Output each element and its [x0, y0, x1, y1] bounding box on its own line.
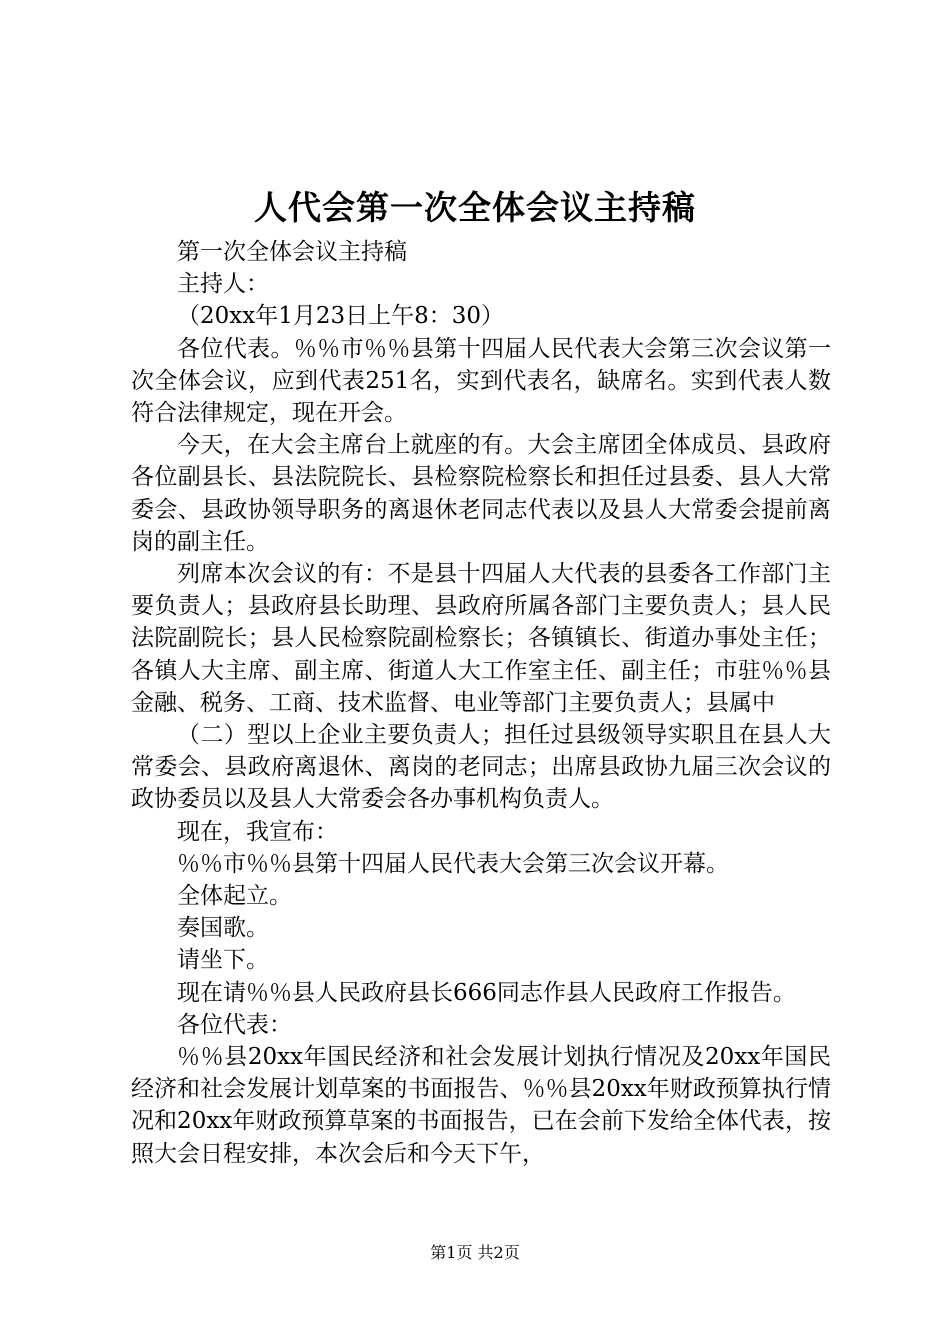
paragraph: 全体起立。	[177, 883, 292, 910]
paragraph: 请坐下。	[177, 947, 269, 974]
paragraph: 各位代表。％％市％％县第十四届人民代表大会第三次会议第一次全体会议，应到代表251名，实到代表名，缺席名。实到代表人数符合法律规定，现在开会。	[131, 335, 831, 427]
paragraph: （二）型以上企业主要负责人；担任过县级领导实职且在县人大常委会、县政府离退休、离岗的老同志；出席县政协九届三次会议的政协委员以及县人大常委会各办事机构负责人。	[131, 722, 831, 813]
paragraph: 各位代表：	[177, 1011, 292, 1038]
paragraph: 第一次全体会议主持稿	[177, 239, 407, 265]
document-title: 人代会第一次全体会议主持稿	[254, 188, 696, 227]
paragraph: 今天，在大会主席台上就座的有。大会主席团全体成员、县政府各位副县长、县法院院长、县检察院检察长和担任过县委、县人大常委会、县政协领导职务的离退休老同志代表以及县人大常委会提前离岗的副主任。	[131, 432, 831, 555]
paragraph: ％％市％％县第十四届人民代表大会第三次会议开幕。	[177, 850, 729, 877]
document-body	[131, 236, 831, 1170]
paragraph: ％％县20xx年国民经济和社会发展计划执行情况及20xx年国民经济和社会发展计划草案的书面报告、％％县20xx年财政预算执行情况和20xx年财政预算草案的书面报告，已在会前下发给全体代表，按照大会日程安排，本次会后和今天下午，	[131, 1044, 831, 1167]
page-footer: 第1页 共2页	[430, 1243, 520, 1262]
paragraph: 现在请％％县人民政府县长666同志作县人民政府工作报告。	[177, 979, 796, 1006]
paragraph: 奏国歌。	[177, 915, 269, 942]
paragraph: 列席本次会议的有：不是县十四届人大代表的县委各工作部门主要负责人；县政府县长助理、县政府所属各部门主要负责人；县人民法院副院长；县人民检察院副检察长；各镇镇长、街道办事处主任；各镇人大主席、副主席、街道人大工作室主任、副主任；市驻％％县金融、税务、工商、技术监督、电业等部门主要负责人；县属中	[131, 561, 831, 716]
paragraph: 主持人：	[177, 271, 269, 298]
paragraph: 现在，我宣布：	[177, 818, 338, 845]
paragraph: （20xx年1月23日上午8：30）	[177, 303, 505, 330]
